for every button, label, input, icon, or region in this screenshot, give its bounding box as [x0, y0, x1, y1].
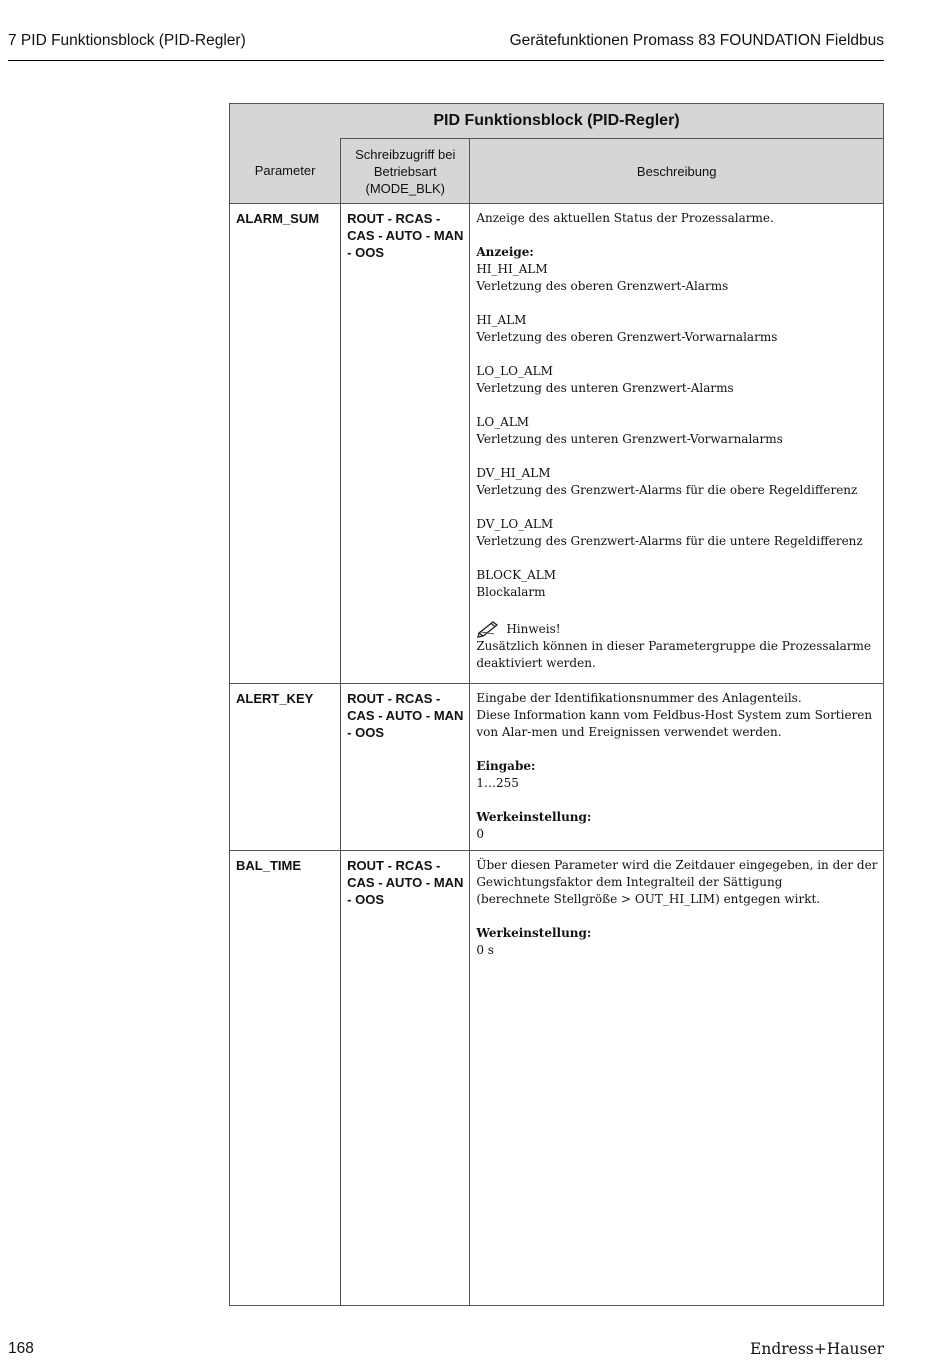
parameter-description — [470, 204, 884, 684]
header-chapter: 7 PID Funktionsblock (PID-Regler) — [8, 32, 246, 49]
parameter-description — [470, 851, 884, 1306]
parameter-name: BAL_TIME — [230, 851, 341, 1306]
description-intro: Anzeige des aktuellen Status der Prozessalarme. — [476, 211, 774, 225]
alarm-name: LO_LO_ALM — [476, 364, 553, 378]
column-header-access: Schreibzugriff bei Betriebsart (MODE_BLK) — [341, 139, 470, 204]
parameter-name: ALARM_SUM — [230, 204, 341, 684]
alarm-name: DV_HI_ALM — [476, 466, 551, 480]
alarm-name: DV_LO_ALM — [476, 517, 554, 531]
description-line: Diese Information kann vom Feldbus-Host System zum Sortieren von Alar-men und Ereignissen verwendet werden. — [476, 708, 873, 739]
page-number: 168 — [8, 1340, 34, 1357]
pid-parameter-table — [229, 103, 884, 1306]
display-label: Anzeige: — [476, 245, 534, 259]
note-text: Zusätzlich können in dieser Parametergruppe die Prozessalarme deaktiviert werden. — [476, 639, 871, 670]
alarm-text: Verletzung des oberen Grenzwert-Alarms — [476, 279, 729, 293]
default-value: 0 s — [476, 943, 494, 957]
parameter-description — [470, 684, 884, 851]
alarm-name: LO_ALM — [476, 415, 530, 429]
description-line: Eingabe der Identifikationsnummer des Anlagenteils. — [476, 691, 802, 705]
note-heading — [476, 618, 878, 638]
alarm-text: Verletzung des Grenzwert-Alarms für die obere Regeldifferenz — [476, 483, 858, 497]
alarm-text: Verletzung des unteren Grenzwert-Vorwarnalarms — [476, 432, 783, 446]
write-access-modes: ROUT - RCAS - CAS - AUTO - MAN - OOS — [341, 684, 470, 851]
default-label: Werkeinstellung: — [476, 810, 592, 824]
brand-name: Endress+Hauser — [750, 1340, 884, 1358]
input-range: 1…255 — [476, 776, 519, 790]
alarm-name: HI_ALM — [476, 313, 527, 327]
default-value: 0 — [476, 827, 484, 841]
alarm-text: Verletzung des Grenzwert-Alarms für die untere Regeldifferenz — [476, 534, 863, 548]
table-row — [230, 851, 884, 1306]
write-access-modes: ROUT - RCAS - CAS - AUTO - MAN - OOS — [341, 204, 470, 684]
alarm-text: Verletzung des oberen Grenzwert-Vorwarnalarms — [476, 330, 778, 344]
pencil-note-icon — [476, 618, 506, 638]
default-label: Werkeinstellung: — [476, 926, 592, 940]
parameter-name: ALERT_KEY — [230, 684, 341, 851]
header-document-title: Gerätefunktionen Promass 83 FOUNDATION Fieldbus — [509, 32, 884, 49]
table-row — [230, 204, 884, 684]
input-label: Eingabe: — [476, 759, 536, 773]
alarm-text: Blockalarm — [476, 585, 546, 599]
description-line: Über diesen Parameter wird die Zeitdauer eingegeben, in der der Gewichtungsfaktor dem Integralteil der Sättigung — [476, 858, 878, 889]
write-access-modes: ROUT - RCAS - CAS - AUTO - MAN - OOS — [341, 851, 470, 1306]
description-line: (berechnete Stellgröße > OUT_HI_LIM) entgegen wirkt. — [476, 892, 821, 906]
column-header-description: Beschreibung — [470, 139, 884, 204]
alarm-name: BLOCK_ALM — [476, 568, 557, 582]
table-row — [230, 684, 884, 851]
table-title: PID Funktionsblock (PID-Regler) — [230, 104, 884, 139]
alarm-text: Verletzung des unteren Grenzwert-Alarms — [476, 381, 734, 395]
column-header-parameter: Parameter — [230, 139, 341, 204]
alarm-name: HI_HI_ALM — [476, 262, 548, 276]
page-header — [8, 32, 884, 61]
note-label: Hinweis! — [506, 622, 561, 636]
